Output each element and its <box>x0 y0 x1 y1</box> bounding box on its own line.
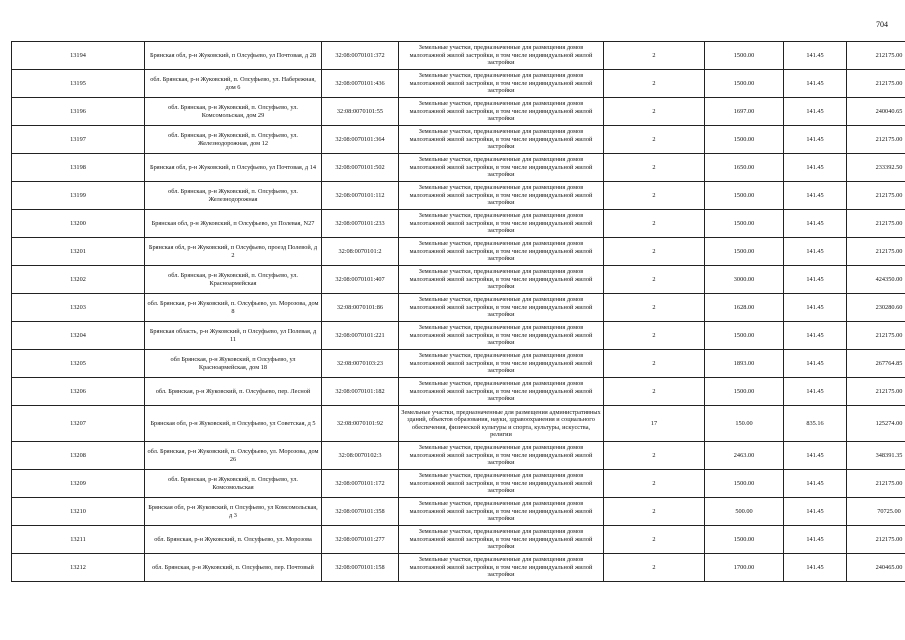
cadastral-value-cell: 233392.50 <box>847 154 905 182</box>
table-row <box>12 498 905 526</box>
specific-value-cell: 141.45 <box>784 322 847 350</box>
use-group-cell: 2 <box>604 442 705 470</box>
cadastral-number-cell: 32:08:0070101:372 <box>322 42 399 70</box>
permitted-use-cell: Земельные участки, предназначенные для размещения домов малоэтажной жилой застройки, в том числе индивидуальной жилой застройки <box>399 378 604 406</box>
cadastral-number-cell: 32:08:0070101:112 <box>322 182 399 210</box>
address-cell: обл. Брянская, р-н Жуковский, п. Олсуфьево, пер. Лесной <box>145 378 322 406</box>
specific-value-cell: 141.45 <box>784 526 847 554</box>
use-group-cell: 2 <box>604 70 705 98</box>
cadastral-value-cell: 212175.00 <box>847 70 905 98</box>
permitted-use-cell: Земельные участки, предназначенные для размещения домов малоэтажной жилой застройки, в том числе индивидуальной жилой застройки <box>399 238 604 266</box>
use-group-cell: 2 <box>604 526 705 554</box>
table-row <box>12 126 905 154</box>
cadastral-value-cell: 348391.35 <box>847 442 905 470</box>
permitted-use-cell: Земельные участки, предназначенные для размещения домов малоэтажной жилой застройки, в том числе индивидуальной жилой застройки <box>399 498 604 526</box>
record-number-cell: 13205 <box>12 350 145 378</box>
specific-value-cell: 141.45 <box>784 154 847 182</box>
cadastral-number-cell: 32:08:0070101:92 <box>322 406 399 442</box>
table-row <box>12 526 905 554</box>
permitted-use-cell: Земельные участки, предназначенные для размещения домов малоэтажной жилой застройки, в том числе индивидуальной жилой застройки <box>399 554 604 582</box>
cadastral-value-cell: 267764.85 <box>847 350 905 378</box>
specific-value-cell: 141.45 <box>784 378 847 406</box>
record-number-cell: 13198 <box>12 154 145 182</box>
area-cell: 1500.00 <box>705 322 784 350</box>
specific-value-cell: 141.45 <box>784 554 847 582</box>
address-cell: обл. Брянская, р-н Жуковский, п. Олсуфьево, ул. Красноармейская <box>145 266 322 294</box>
use-group-cell: 2 <box>604 98 705 126</box>
area-cell: 150.00 <box>705 406 784 442</box>
address-cell: Брянская обл, р-н Жуковский, п Олсуфьево, ул Почтовая, д 28 <box>145 42 322 70</box>
cadastral-value-cell: 240040.65 <box>847 98 905 126</box>
specific-value-cell: 141.45 <box>784 98 847 126</box>
specific-value-cell: 835.16 <box>784 406 847 442</box>
cadastral-number-cell: 32:08:0070101:55 <box>322 98 399 126</box>
record-number-cell: 13202 <box>12 266 145 294</box>
specific-value-cell: 141.45 <box>784 42 847 70</box>
table-row <box>12 42 905 70</box>
area-cell: 1697.00 <box>705 98 784 126</box>
use-group-cell: 2 <box>604 350 705 378</box>
use-group-cell: 17 <box>604 406 705 442</box>
cadastral-number-cell: 32:08:0070101:182 <box>322 378 399 406</box>
cadastral-value-cell: 424350.00 <box>847 266 905 294</box>
area-cell: 1700.00 <box>705 554 784 582</box>
use-group-cell: 2 <box>604 378 705 406</box>
permitted-use-cell: Земельные участки, предназначенные для размещения домов малоэтажной жилой застройки, в том числе индивидуальной жилой застройки <box>399 526 604 554</box>
cadastral-value-cell: 212175.00 <box>847 210 905 238</box>
permitted-use-cell: Земельные участки, предназначенные для размещения домов малоэтажной жилой застройки, в том числе индивидуальной жилой застройки <box>399 210 604 238</box>
record-number-cell: 13204 <box>12 322 145 350</box>
use-group-cell: 2 <box>604 42 705 70</box>
permitted-use-cell: Земельные участки, предназначенные для размещения домов малоэтажной жилой застройки, в том числе индивидуальной жилой застройки <box>399 442 604 470</box>
table-row <box>12 470 905 498</box>
use-group-cell: 2 <box>604 294 705 322</box>
permitted-use-cell: Земельные участки, предназначенные для размещения домов малоэтажной жилой застройки, в том числе индивидуальной жилой застройки <box>399 98 604 126</box>
record-number-cell: 13194 <box>12 42 145 70</box>
record-number-cell: 13208 <box>12 442 145 470</box>
table-row <box>12 294 905 322</box>
address-cell: обл. Брянская, р-н Жуковский, п. Олсуфьево, ул. Железнодорожная, дом 12 <box>145 126 322 154</box>
table-row <box>12 98 905 126</box>
cadastral-value-cell: 212175.00 <box>847 322 905 350</box>
land-registry-table <box>11 41 905 582</box>
use-group-cell: 2 <box>604 182 705 210</box>
use-group-cell: 2 <box>604 266 705 294</box>
permitted-use-cell: Земельные участки, предназначенные для размещения домов малоэтажной жилой застройки, в том числе индивидуальной жилой застройки <box>399 294 604 322</box>
use-group-cell: 2 <box>604 322 705 350</box>
specific-value-cell: 141.45 <box>784 238 847 266</box>
record-number-cell: 13195 <box>12 70 145 98</box>
table-row <box>12 266 905 294</box>
specific-value-cell: 141.45 <box>784 126 847 154</box>
permitted-use-cell: Земельные участки, предназначенные для размещения домов малоэтажной жилой застройки, в том числе индивидуальной жилой застройки <box>399 154 604 182</box>
cadastral-number-cell: 32:08:0070101:158 <box>322 554 399 582</box>
address-cell: Брянская обл, р-н Жуковский, п Олсуфьево, ул Полевая, N27 <box>145 210 322 238</box>
record-number-cell: 13201 <box>12 238 145 266</box>
address-cell: Брянская обл, р-н Жуковский, п Олсуфьево, ул Комсомольская, д 3 <box>145 498 322 526</box>
address-cell: обл. Брянская, р-н Жуковский, п. Олсуфьево, ул. Морозова, дом 8 <box>145 294 322 322</box>
cadastral-value-cell: 212175.00 <box>847 42 905 70</box>
cadastral-value-cell: 240465.00 <box>847 554 905 582</box>
cadastral-number-cell: 32:08:0070101:233 <box>322 210 399 238</box>
address-cell: обл. Брянская, р-н Жуковский, п. Олсуфьево, ул. Комсомольская <box>145 470 322 498</box>
area-cell: 1893.00 <box>705 350 784 378</box>
table-row <box>12 406 905 442</box>
address-cell: обл. Брянская, р-н Жуковский, п. Олсуфьево, ул. Морозова <box>145 526 322 554</box>
cadastral-number-cell: 32:08:0070101:277 <box>322 526 399 554</box>
permitted-use-cell: Земельные участки, предназначенные для размещения домов малоэтажной жилой застройки, в том числе индивидуальной жилой застройки <box>399 42 604 70</box>
specific-value-cell: 141.45 <box>784 498 847 526</box>
record-number-cell: 13196 <box>12 98 145 126</box>
area-cell: 1500.00 <box>705 526 784 554</box>
record-number-cell: 13197 <box>12 126 145 154</box>
area-cell: 1500.00 <box>705 42 784 70</box>
record-number-cell: 13211 <box>12 526 145 554</box>
cadastral-value-cell: 212175.00 <box>847 126 905 154</box>
permitted-use-cell: Земельные участки, предназначенные для размещения домов малоэтажной жилой застройки, в том числе индивидуальной жилой застройки <box>399 322 604 350</box>
registry-table-body <box>12 42 905 582</box>
specific-value-cell: 141.45 <box>784 210 847 238</box>
table-row <box>12 70 905 98</box>
cadastral-number-cell: 32:08:0070101:364 <box>322 126 399 154</box>
cadastral-number-cell: 32:08:0070101:502 <box>322 154 399 182</box>
area-cell: 2463.00 <box>705 442 784 470</box>
use-group-cell: 2 <box>604 238 705 266</box>
area-cell: 1500.00 <box>705 470 784 498</box>
address-cell: обл. Брянская, р-н Жуковский, п. Олсуфьево, ул. Набережная, дом 6 <box>145 70 322 98</box>
address-cell: обл. Брянская, р-н Жуковский, п. Олсуфьево, ул. Комсомольская, дом 29 <box>145 98 322 126</box>
permitted-use-cell: Земельные участки, предназначенные для размещения домов малоэтажной жилой застройки, в том числе индивидуальной жилой застройки <box>399 182 604 210</box>
use-group-cell: 2 <box>604 470 705 498</box>
record-number-cell: 13209 <box>12 470 145 498</box>
use-group-cell: 2 <box>604 554 705 582</box>
use-group-cell: 2 <box>604 126 705 154</box>
cadastral-value-cell: 125274.00 <box>847 406 905 442</box>
cadastral-value-cell: 212175.00 <box>847 182 905 210</box>
cadastral-value-cell: 70725.00 <box>847 498 905 526</box>
specific-value-cell: 141.45 <box>784 470 847 498</box>
cadastral-number-cell: 32:08:0070101:436 <box>322 70 399 98</box>
specific-value-cell: 141.45 <box>784 442 847 470</box>
area-cell: 1500.00 <box>705 126 784 154</box>
permitted-use-cell: Земельные участки, предназначенные для размещения домов малоэтажной жилой застройки, в том числе индивидуальной жилой застройки <box>399 70 604 98</box>
specific-value-cell: 141.45 <box>784 70 847 98</box>
table-row <box>12 378 905 406</box>
record-number-cell: 13199 <box>12 182 145 210</box>
specific-value-cell: 141.45 <box>784 294 847 322</box>
address-cell: Брянская обл, р-н Жуковский, п Олсуфьево, ул Почтовая, д 14 <box>145 154 322 182</box>
record-number-cell: 13203 <box>12 294 145 322</box>
use-group-cell: 2 <box>604 498 705 526</box>
cadastral-value-cell: 230280.60 <box>847 294 905 322</box>
permitted-use-cell: Земельные участки, предназначенные для размещения домов малоэтажной жилой застройки, в том числе индивидуальной жилой застройки <box>399 350 604 378</box>
address-cell: обл. Брянская, р-н Жуковский, п. Олсуфьево, пер. Почтовый <box>145 554 322 582</box>
address-cell: Брянская обл, р-н Жуковский, п Олсуфьево, проезд Полевой, д 2 <box>145 238 322 266</box>
specific-value-cell: 141.45 <box>784 266 847 294</box>
use-group-cell: 2 <box>604 210 705 238</box>
record-number-cell: 13200 <box>12 210 145 238</box>
cadastral-value-cell: 212175.00 <box>847 526 905 554</box>
permitted-use-cell: Земельные участки, предназначенные для размещения домов малоэтажной жилой застройки, в том числе индивидуальной жилой застройки <box>399 126 604 154</box>
area-cell: 1650.00 <box>705 154 784 182</box>
cadastral-number-cell: 32:08:0070101:86 <box>322 294 399 322</box>
page-number: 704 <box>876 20 888 29</box>
cadastral-number-cell: 32:08:0070103:23 <box>322 350 399 378</box>
area-cell: 1500.00 <box>705 238 784 266</box>
cadastral-number-cell: 32:08:0070101:172 <box>322 470 399 498</box>
cadastral-number-cell: 32:08:0070101:2 <box>322 238 399 266</box>
table-row <box>12 182 905 210</box>
table-row <box>12 554 905 582</box>
record-number-cell: 13212 <box>12 554 145 582</box>
cadastral-value-cell: 212175.00 <box>847 470 905 498</box>
record-number-cell: 13210 <box>12 498 145 526</box>
cadastral-value-cell: 212175.00 <box>847 378 905 406</box>
cadastral-number-cell: 32:08:0070101:221 <box>322 322 399 350</box>
cadastral-number-cell: 32:08:0070102:3 <box>322 442 399 470</box>
area-cell: 1500.00 <box>705 210 784 238</box>
area-cell: 1628.00 <box>705 294 784 322</box>
record-number-cell: 13207 <box>12 406 145 442</box>
table-row <box>12 154 905 182</box>
cadastral-value-cell: 212175.00 <box>847 238 905 266</box>
permitted-use-cell: Земельные участки, предназначенные для размещения домов малоэтажной жилой застройки, в том числе индивидуальной жилой застройки <box>399 470 604 498</box>
area-cell: 3000.00 <box>705 266 784 294</box>
address-cell: Брянская обл, р-н Жуковский, п Олсуфьево, ул Советская, д 5 <box>145 406 322 442</box>
area-cell: 1500.00 <box>705 378 784 406</box>
address-cell: обл Брянская, р-н Жуковский, п Олсуфьево, ул Красноармейская, дом 18 <box>145 350 322 378</box>
cadastral-number-cell: 32:08:0070101:358 <box>322 498 399 526</box>
specific-value-cell: 141.45 <box>784 350 847 378</box>
area-cell: 500.00 <box>705 498 784 526</box>
record-number-cell: 13206 <box>12 378 145 406</box>
table-row <box>12 442 905 470</box>
address-cell: обл. Брянская, р-н Жуковский, п. Олсуфьево, ул. Морозова, дом 26 <box>145 442 322 470</box>
specific-value-cell: 141.45 <box>784 182 847 210</box>
area-cell: 1500.00 <box>705 182 784 210</box>
area-cell: 1500.00 <box>705 70 784 98</box>
permitted-use-cell: Земельные участки, предназначенные для размещения домов малоэтажной жилой застройки, в том числе индивидуальной жилой застройки <box>399 266 604 294</box>
table-row <box>12 350 905 378</box>
use-group-cell: 2 <box>604 154 705 182</box>
address-cell: Брянская область, р-н Жуковский, п Олсуфьево, ул Полевая, д 11 <box>145 322 322 350</box>
address-cell: обл. Брянская, р-н Жуковский, п. Олсуфьево, ул. Железнодорожная <box>145 182 322 210</box>
permitted-use-cell: Земельные участки, предназначенные для размещения административных зданий, объектов образования, науки, здравоохранения и социального обеспечения, физической культуры и спорта, культуры, искусства, религии <box>399 406 604 442</box>
table-row <box>12 238 905 266</box>
table-row <box>12 322 905 350</box>
cadastral-number-cell: 32:08:0070101:407 <box>322 266 399 294</box>
table-row <box>12 210 905 238</box>
